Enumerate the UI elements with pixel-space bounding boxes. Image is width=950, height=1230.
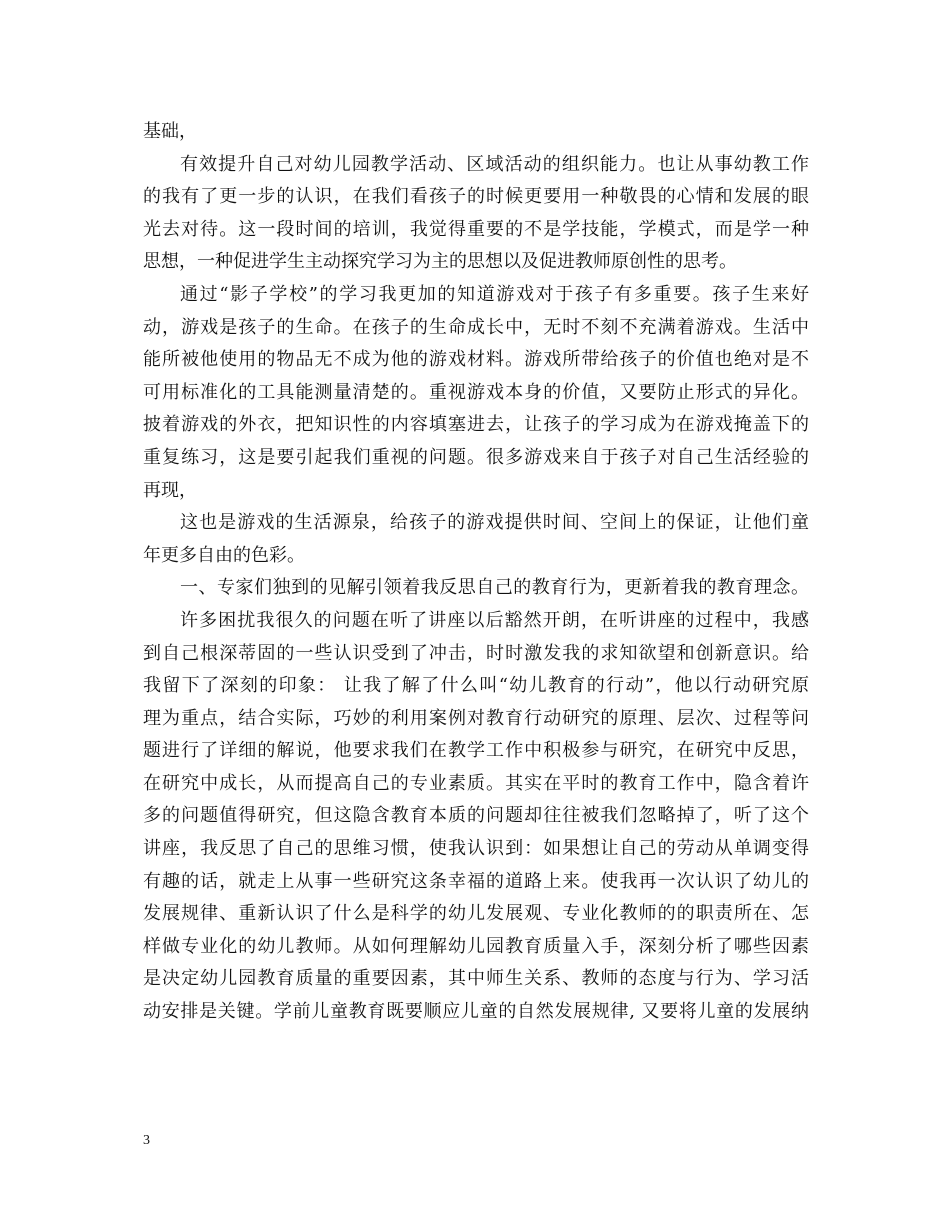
text-line: 讲座，我反思了自己的思维习惯，使我认识到：如果想让自己的劳动从单调变得: [143, 838, 809, 860]
page-number: 3: [143, 1133, 150, 1148]
text-line: 有趣的话，就走上从事一些研究这条幸福的道路上来。使我再一次认识了幼儿的: [143, 870, 809, 892]
paragraph-first-line: 有效提升自己对幼儿园教学活动、区域活动的组织能力。也让从事幼教工作: [180, 153, 809, 175]
paragraph-first-line: 许多困扰我很久的问题在听了讲座以后豁然开朗，在听讲座的过程中，我感: [180, 609, 809, 631]
text-line: 披着游戏的外衣，把知识性的内容填塞进去，让孩子的学习成为在游戏掩盖下的: [143, 414, 809, 436]
text-line: 到自己根深蒂固的一些认识受到了冲击，时时激发我的求知欲望和创新意识。给: [143, 642, 809, 664]
text-line: 可用标准化的工具能测量清楚的。重视游戏本身的价值，又要防止形式的异化。: [143, 381, 809, 403]
text-line: 样做专业化的幼儿教师。从如何理解幼儿园教育质量入手，深刻分析了哪些因素: [143, 935, 809, 957]
body-text: [143, 116, 809, 1029]
paragraph-first-line: 通过“影子学校”的学习我更加的知道游戏对于孩子有多重要。孩子生来好: [180, 283, 809, 305]
text-line: 动安排是关键。学前儿童教育既要顺应儿童的自然发展规律, 又要将儿童的发展纳: [143, 1001, 809, 1023]
text-line: 再现，: [143, 479, 197, 501]
text-line: 是决定幼儿园教育质量的重要因素，其中师生关系、教师的态度与行为、学习活: [143, 968, 809, 990]
text-line: 在研究中成长，从而提高自己的专业素质。其实在平时的教育工作中，隐含着许: [143, 772, 809, 794]
text-line: 能所被他使用的物品无不成为他的游戏材料。游戏所带给孩子的价值也绝对是不: [143, 349, 809, 371]
text-line: 思想，一种促进学生主动探究学习为主的思想以及促进教师原创性的思考。: [143, 251, 737, 273]
text-line: 重复练习，这是要引起我们重视的问题。很多游戏来自于孩子对自己生活经验的: [143, 446, 809, 468]
text-line: 多的问题值得研究，但这隐含教育本质的问题却往往被我们忽略掉了，听了这个: [143, 805, 809, 827]
text-line: 基础，: [143, 121, 197, 142]
text-line: 光去对待。这一段时间的培训，我觉得重要的不是学技能，学模式，而是学一种: [143, 218, 809, 240]
text-line: 的我有了更一步的认识，在我们看孩子的时候更要用一种敬畏的心情和发展的眼: [143, 186, 809, 208]
text-line: 年更多自由的色彩。: [143, 544, 305, 566]
text-line: 发展规律、重新认识了什么是科学的幼儿发展观、专业化教师的的职责所在、怎: [143, 903, 809, 925]
text-line: 理为重点，结合实际，巧妙的利用案例对教育行动研究的原理、层次、过程等问: [143, 707, 809, 729]
text-line: 动，游戏是孩子的生命。在孩子的生命成长中，无时不刻不充满着游戏。生活中: [143, 316, 809, 338]
text-line: 我留下了深刻的印象： 让我了解了什么叫“幼儿教育的行动”，他以行动研究原: [143, 675, 809, 697]
section-heading: 一、专家们独到的见解引领着我反思自己的教育行为，更新着我的教育理念。: [180, 577, 809, 599]
text-line: 题进行了详细的解说，他要求我们在教学工作中积极参与研究，在研究中反思，: [143, 740, 809, 762]
paragraph-first-line: 这也是游戏的生活源泉，给孩子的游戏提供时间、空间上的保证，让他们童: [180, 512, 809, 534]
